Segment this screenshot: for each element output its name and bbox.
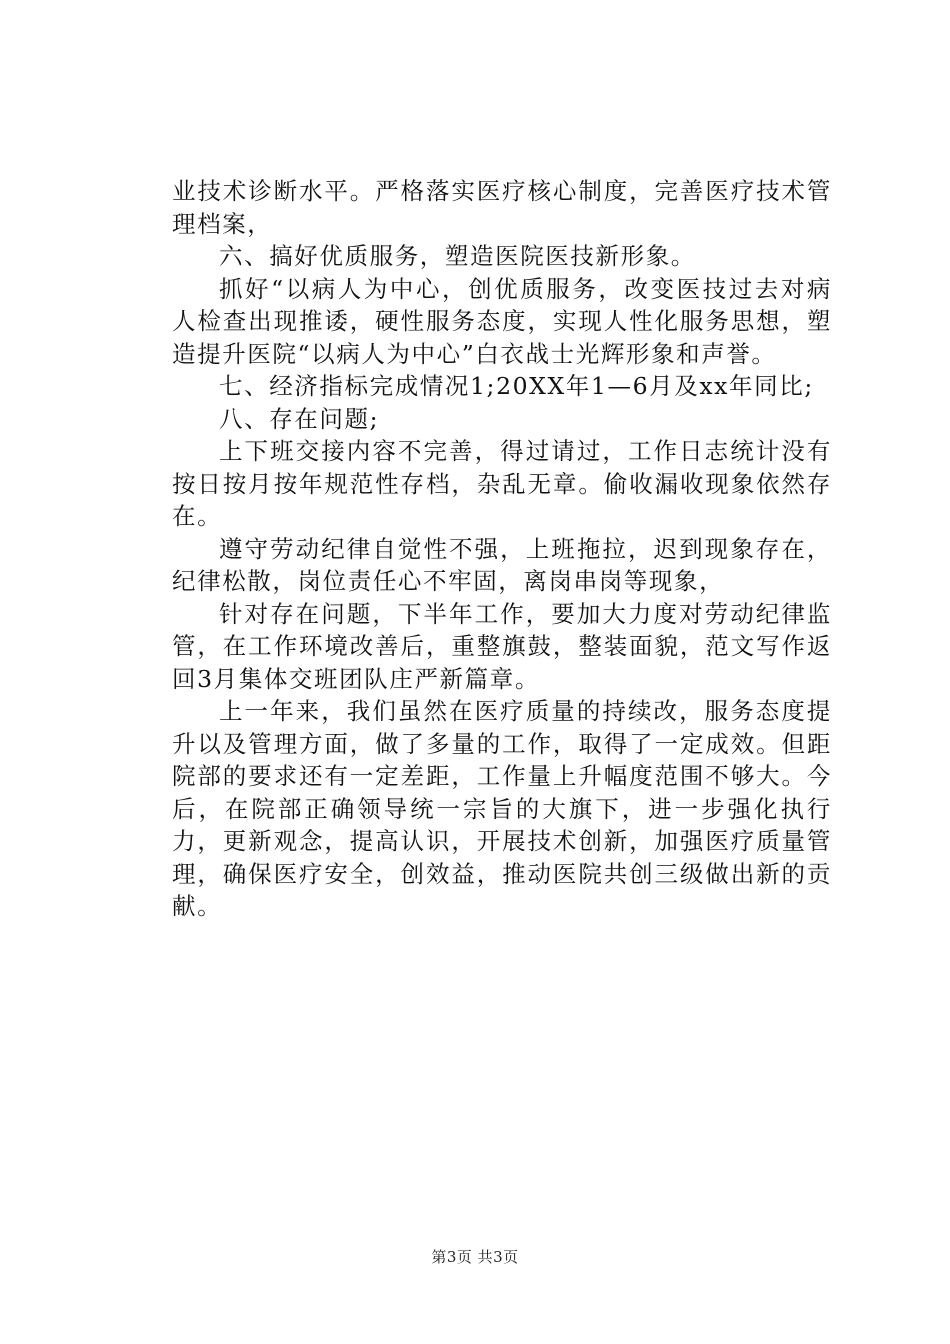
- paragraph-continuation: 业技术诊断水平。严格落实医疗核心制度，完善医疗技术管理档案，: [172, 177, 832, 238]
- paragraph-discipline-issues: 遵守劳动纪律自觉性不强，上班拖拉，迟到现象存在，纪律松散，岗位责任心不牢固，离岗串岗等现象，: [172, 534, 832, 595]
- paragraph-summary: 上一年来，我们虽然在医疗质量的持续改，服务态度提升以及管理方面，做了多量的工作，取得了一定成效。但距院部的要求还有一定差距，工作量上升幅度范围不够大。今后，在院部正确领导统一宗旨的大旗下，进一步强化执行力，更新观念，提高认识，开展技术创新，加强医疗质量管理，确保医疗安全，创效益，推动医院共创三级做出新的贡献。: [172, 697, 832, 920]
- paragraph-improvement-plan: 针对存在问题，下半年工作，要加大力度对劳动纪律监管，在工作环境改善后，重整旗鼓，整装面貌，范文写作返回3月集体交班团队庄严新篇章。: [172, 599, 832, 693]
- paragraph-section-eight-heading: 八、存在问题;: [219, 404, 380, 433]
- paragraph-section-six-heading: 六、搞好优质服务，塑造医院医技新形象。: [219, 242, 696, 270]
- paragraph-handover-issues: 上下班交接内容不完善，得过请过，工作日志统计没有按日按月按年规范性存档，杂乱无章。偷收漏收现象依然存在。: [172, 437, 832, 530]
- page-number-footer: 第3页 共3页: [431, 1248, 519, 1266]
- paragraph-service-quality: 抓好“以病人为中心，创优质服务，改变医技过去对病人检查出现推诿，硬性服务态度，实现人性化服务思想，塑造提升医院“以病人为中心”白衣战士光辉形象和声誉。: [172, 274, 832, 368]
- paragraph-section-seven-heading: 七、经济指标完成情况1;20XX年1—6月及xx年同比;: [219, 372, 814, 400]
- document-body: [172, 175, 832, 923]
